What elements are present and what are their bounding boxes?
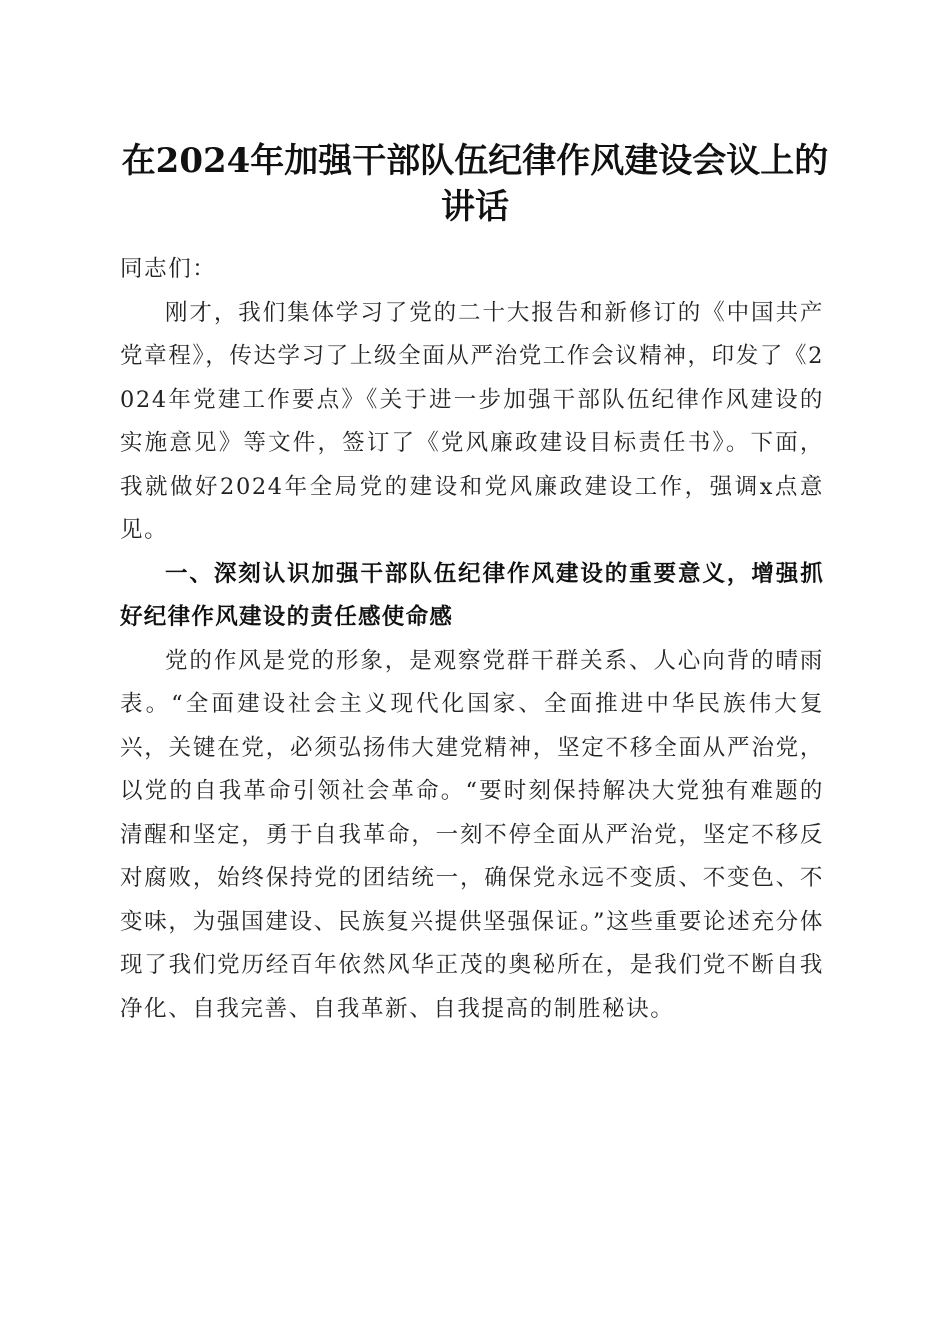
section-1-paragraph: 党的作风是党的形象，是观察党群干群关系、人心向背的晴雨表。“全面建设社会主义现代化国家、全面推进中华民族伟大复兴，关键在党，必须弘扬伟大建党精神，坚定不移全面从严治党，以党的自我革命引领社会革命。“要时刻保持解决大党独有难题的清醒和坚定，勇于自我革命，一刻不停全面从严治党，坚定不移反对腐败，始终保持党的团结统一，确保党永远不变质、不变色、不变味，为强国建设、民族复兴提供坚强保证。”这些重要论述充分体现了我们党历经百年依然风华正茂的奥秘所在，是我们党不断自我净化、自我完善、自我革新、自我提高的制胜秘诀。 (120, 647, 824, 1022)
document-title: 在2024年加强干部队伍纪律作风建设会议上的讲话 (121, 141, 829, 227)
intro-paragraph: 刚才，我们集体学习了党的二十大报告和新修订的《中国共产党章程》，传达学习了上级全面从严治党工作会议精神，印发了《2024年党建工作要点》《关于进一步加强干部队伍纪律作风建设的实施意见》等文件，签订了《党风廉政建设目标责任书》。下面，我就做好2024年全局党的建设和党风廉政建设工作，强调x点意见。 (120, 299, 824, 543)
salutation: 同志们： (120, 256, 217, 282)
document-body (120, 248, 824, 1031)
section-heading-1: 一、深刻认识加强干部队伍纪律作风建设的重要意义，增强抓好纪律作风建设的责任感使命感 (120, 560, 824, 630)
